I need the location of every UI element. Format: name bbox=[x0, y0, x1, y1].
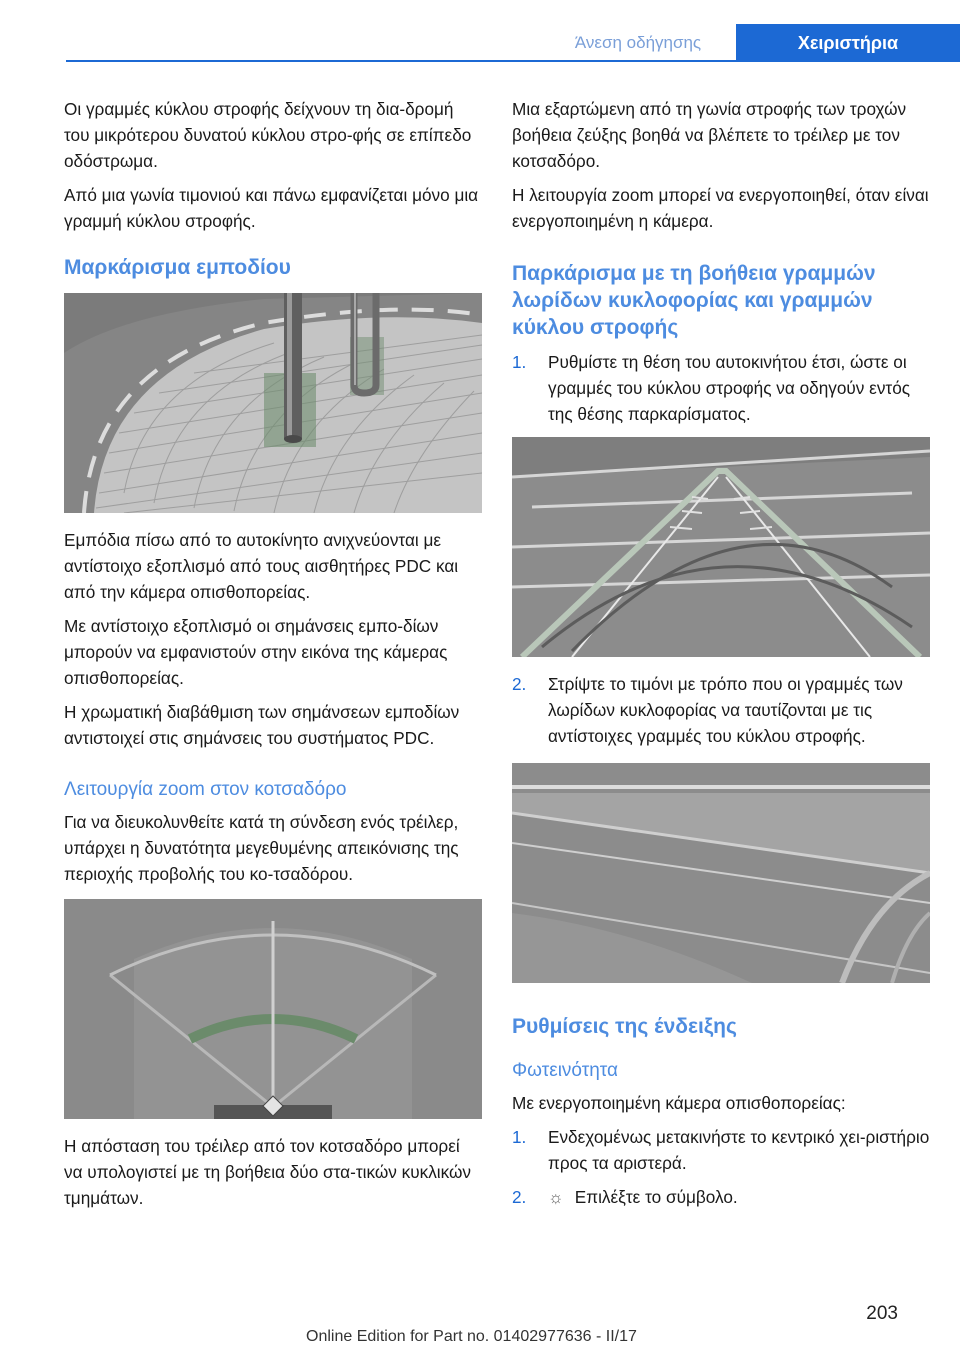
step-number: 2. bbox=[512, 1187, 527, 1207]
parking-steps bbox=[512, 349, 930, 427]
lane-lines-parking-heading: Παρκάρισμα με τη βοήθεια γραμμών λωρίδων κυκλοφορίας και γραμμών κύκλου στροφής bbox=[512, 262, 876, 339]
brightness-heading: Φωτεινότητα bbox=[512, 1060, 619, 1081]
brightness-icon: ☼ bbox=[548, 1187, 564, 1207]
step-text: Στρίψτε το τιμόνι με τρόπο που οι γραμμές των λωρίδων κυκλοφορίας να ταυτίζονται με τις αντίστοιχες γραμμές του κύκλου στροφής. bbox=[548, 674, 903, 746]
hitch-zoom-illustration bbox=[64, 899, 482, 1119]
parking-steps-continued bbox=[512, 671, 930, 749]
brightness-steps bbox=[512, 1124, 930, 1210]
header-chapter-tab: Χειριστήρια bbox=[736, 24, 960, 62]
intro-paragraph-2: Από μια γωνία τιμονιού και πάνω εμφανίζεται μόνο μια γραμμή κύκλου στροφής. bbox=[64, 185, 479, 231]
parking-step-1 bbox=[512, 349, 930, 427]
step-text: Ενδεχομένως μετακινήστε το κεντρικό χει-ριστήριο προς τα αριστερά. bbox=[548, 1127, 930, 1173]
right-column bbox=[512, 96, 930, 1218]
zoom-paragraph-1: Για να διευκολυνθείτε κατά τη σύνδεση ενός τρέιλερ, υπάρχει η δυνατότητα μεγεθυμένης απεικόνισης της περιοχής προβολής του κο-τσαδόρου. bbox=[64, 812, 459, 884]
header-section-title: Άνεση οδήγησης bbox=[574, 33, 702, 52]
step-text: Επιλέξτε το σύμβολο. bbox=[574, 1187, 738, 1207]
step-number: 2. bbox=[512, 674, 527, 694]
lane-alignment-illustration bbox=[512, 763, 930, 983]
zoom-paragraph-2: Η απόσταση του τρέιλερ από τον κοτσαδόρο μπορεί να υπολογιστεί με τη βοήθεια δύο στα-τικών κυκλικών τμημάτων. bbox=[64, 1136, 472, 1208]
edition-footer: Online Edition for Part no. 01402977636 - II/17 bbox=[306, 1328, 637, 1345]
header-rule bbox=[66, 60, 960, 62]
zoom-activation-paragraph: Η λειτουργία zoom μπορεί να ενεργοποιηθεί, όταν είναι ενεργοποιημένη η κάμερα. bbox=[512, 185, 929, 231]
turning-circle-lines-illustration bbox=[512, 437, 930, 657]
obstacle-paragraph-2: Με αντίστοιχο εξοπλισμό οι σημάνσεις εμπο-δίων μπορούν να εμφανιστούν στην εικόνα της κάμερας οπισθοπορείας. bbox=[64, 616, 448, 688]
brightness-paragraph: Με ενεργοποιημένη κάμερα οπισθοπορείας: bbox=[512, 1093, 846, 1113]
obstacle-paragraph-1: Εμπόδια πίσω από το αυτοκίνητο ανιχνεύονται με αντίστοιχο εξοπλισμό από τους αισθητήρες PDC και από την κάμερα οπισθοπορείας. bbox=[64, 530, 459, 602]
brightness-step-1 bbox=[512, 1124, 930, 1176]
obstacle-paragraph-3: Η χρωματική διαβάθμιση των σημάνσεων εμποδίων αντιστοιχεί στις σημάνσεις του συστήματος PDC. bbox=[64, 702, 460, 748]
hitch-assist-paragraph: Μια εξαρτώμενη από τη γωνία στροφής των τροχών βοήθεια ζεύξης βοηθά να βλέπετε το τρέιλερ με τον κοτσαδόρο. bbox=[512, 99, 907, 171]
step-number: 1. bbox=[512, 1127, 527, 1147]
step-text: Ρυθμίστε τη θέση του αυτοκινήτου έτσι, ώστε οι γραμμές του κύκλου στροφής να οδηγούν εντός της θέσης παρκαρίσματος. bbox=[548, 352, 911, 424]
parking-step-2 bbox=[512, 671, 930, 749]
display-settings-heading: Ρυθμίσεις της ένδειξης bbox=[512, 1015, 737, 1038]
obstacle-marking-illustration bbox=[64, 293, 482, 513]
obstacle-heading: Μαρκάρισμα εμποδίου bbox=[64, 256, 291, 279]
page-header bbox=[0, 0, 960, 62]
step-number: 1. bbox=[512, 352, 527, 372]
left-column bbox=[64, 96, 482, 1219]
brightness-step-2 bbox=[512, 1184, 930, 1210]
intro-paragraph-1: Οι γραμμές κύκλου στροφής δείχνουν τη δια-δρομή του μικρότερου δυνατού κύκλου στρο-φής σε επίπεδο οδόστρωμα. bbox=[64, 99, 472, 171]
zoom-heading: Λειτουργία zoom στον κοτσαδόρο bbox=[64, 779, 347, 800]
page-number: 203 bbox=[866, 1303, 898, 1324]
